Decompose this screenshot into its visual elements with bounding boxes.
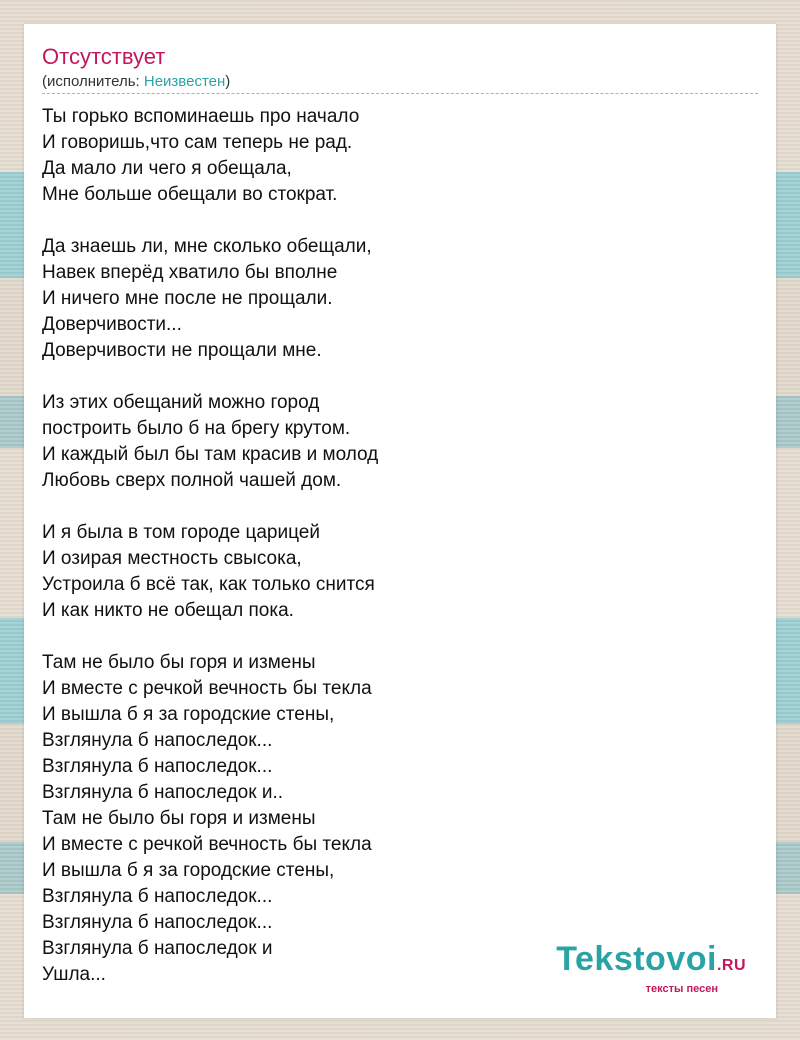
lyric-line: И ничего мне после не прощали. bbox=[42, 288, 333, 309]
lyric-line: И вышла б я за городские стены, bbox=[42, 704, 335, 725]
lyric-line: И как никто не обещал пока. bbox=[42, 600, 294, 621]
lyric-line: Взглянула б напоследок и bbox=[42, 938, 273, 959]
lyric-line: Из этих обещаний можно город bbox=[42, 392, 320, 413]
lyric-line: Там не было бы горя и измены bbox=[42, 808, 316, 829]
lyrics-card bbox=[24, 24, 776, 1018]
stanza-break bbox=[42, 624, 742, 650]
logo-tagline: тексты песен bbox=[645, 983, 718, 995]
lyric-line: И озирая местность свысока, bbox=[42, 548, 302, 569]
lyric-line: Взглянула б напоследок... bbox=[42, 730, 273, 751]
lyric-line: Да знаешь ли, мне сколько обещали, bbox=[42, 236, 372, 257]
stanza-break bbox=[42, 494, 742, 520]
lyric-line: Ушла... bbox=[42, 964, 106, 985]
lyric-line: Устроила б всё так, как только снится bbox=[42, 574, 375, 595]
lyric-line: И вышла б я за городские стены, bbox=[42, 860, 335, 881]
logo-name: Tekstovoi bbox=[556, 940, 717, 978]
lyric-line: построить было б на брегу крутом. bbox=[42, 418, 351, 439]
lyric-line: Доверчивости... bbox=[42, 314, 182, 335]
lyric-line: И я была в том городе царицей bbox=[42, 522, 320, 543]
lyric-line: И говоришь,что сам теперь не рад. bbox=[42, 132, 353, 153]
artist-line bbox=[42, 73, 230, 91]
lyrics-text bbox=[42, 104, 742, 988]
lyric-line: Ты горько вспоминаешь про начало bbox=[42, 106, 360, 127]
header-divider bbox=[42, 93, 758, 94]
lyric-line: Взглянула б напоследок и.. bbox=[42, 782, 284, 803]
artist-prefix: (исполнитель: bbox=[42, 73, 144, 90]
song-title: Отсутствует bbox=[42, 44, 166, 69]
stanza-break bbox=[42, 364, 742, 390]
lyric-line: Там не было бы горя и измены bbox=[42, 652, 316, 673]
lyric-line: Взглянула б напоследок... bbox=[42, 756, 273, 777]
lyric-line: Доверчивости не прощали мне. bbox=[42, 340, 322, 361]
lyric-line: Любовь сверх полной чашей дом. bbox=[42, 470, 342, 491]
lyric-line: Взглянула б напоследок... bbox=[42, 886, 273, 907]
stanza-break bbox=[42, 208, 742, 234]
lyric-line: И вместе с речкой вечность бы текла bbox=[42, 678, 372, 699]
lyric-line: И вместе с речкой вечность бы текла bbox=[42, 834, 372, 855]
artist-suffix: ) bbox=[225, 73, 231, 90]
lyric-line: Да мало ли чего я обещала, bbox=[42, 158, 292, 179]
artist-link[interactable]: Неизвестен bbox=[143, 73, 226, 90]
lyric-line: И каждый был бы там красив и молод bbox=[42, 444, 379, 465]
lyric-line: Навек вперёд хватило бы вполне bbox=[42, 262, 338, 283]
logo-tld: .RU bbox=[716, 957, 746, 974]
site-logo[interactable] bbox=[556, 942, 746, 995]
lyric-line: Мне больше обещали во стократ. bbox=[42, 184, 338, 205]
lyric-line: Взглянула б напоследок... bbox=[42, 912, 273, 933]
